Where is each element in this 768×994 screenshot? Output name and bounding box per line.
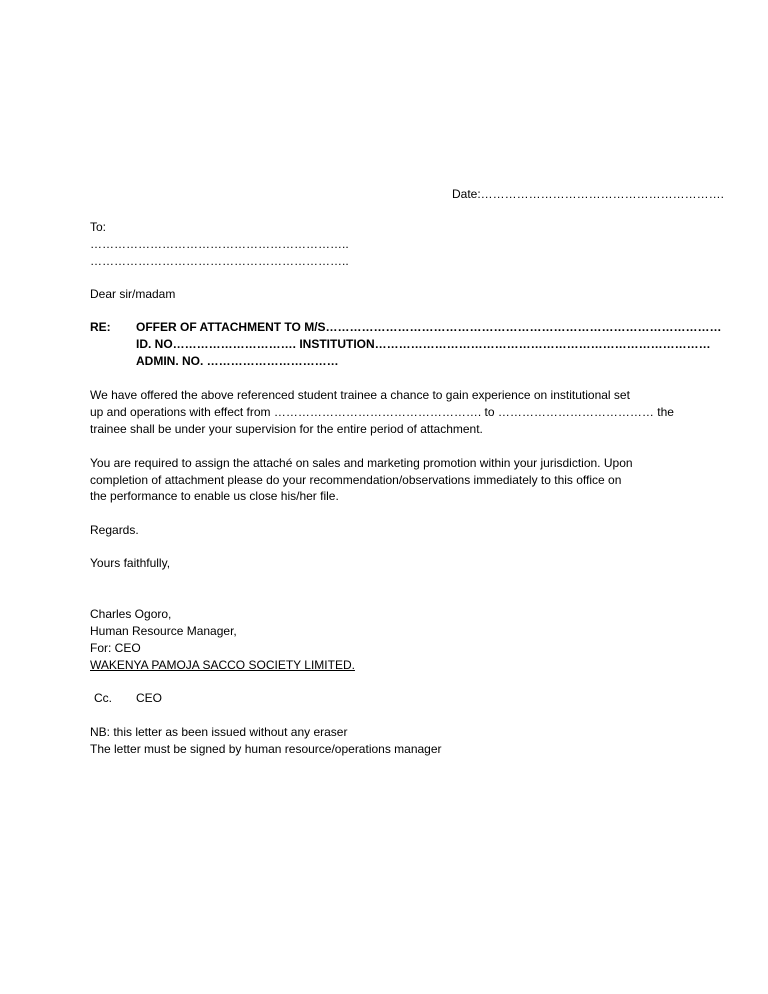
closing: Yours faithfully, (90, 556, 171, 570)
address-line-2: ……………………………………………………….. (90, 254, 349, 268)
cc-value: CEO (136, 691, 163, 705)
cc-label: Cc. (94, 691, 112, 705)
signatory-title: Human Resource Manager, (90, 624, 237, 638)
note-line-1: NB: this letter as been issued without any eraser (90, 725, 348, 739)
date-line: Date:……………………………………………………. (452, 187, 725, 201)
re-label: RE: (90, 320, 111, 334)
paragraph-1-line-2: up and operations with effect from ……………………………………………. to ………………………………… the (90, 405, 674, 419)
note-line-2: The letter must be signed by human resource/operations manager (90, 742, 442, 756)
paragraph-1-line-1: We have offered the above referenced student trainee a chance to gain experience on institutional set (90, 388, 630, 402)
re-line-offer: OFFER OF ATTACHMENT TO M/S……………………………………………………………………………………… (136, 320, 722, 334)
re-line-admin-no: ADMIN. NO. …………………………… (136, 354, 339, 368)
re-line-id-institution: ID. NO…………………………. INSTITUTION………………………………………………………………………… (136, 337, 711, 351)
salutation: Dear sir/madam (90, 287, 176, 301)
address-line-1: ……………………………………………………….. (90, 237, 349, 251)
organization-name: WAKENYA PAMOJA SACCO SOCIETY LIMITED. (90, 658, 355, 672)
to-label: To: (90, 220, 107, 234)
paragraph-1-line-3: trainee shall be under your supervision for the entire period of attachment. (90, 422, 483, 436)
signatory-for: For: CEO (90, 641, 141, 655)
paragraph-2-line-1: You are required to assign the attaché on sales and marketing promotion within your jurisdiction. Upon (90, 456, 633, 470)
paragraph-2-line-3: the performance to enable us close his/her file. (90, 489, 339, 503)
regards: Regards. (90, 523, 139, 537)
paragraph-2-line-2: completion of attachment please do your recommendation/observations immediately to this office on (90, 473, 622, 487)
signatory-name: Charles Ogoro, (90, 607, 172, 621)
